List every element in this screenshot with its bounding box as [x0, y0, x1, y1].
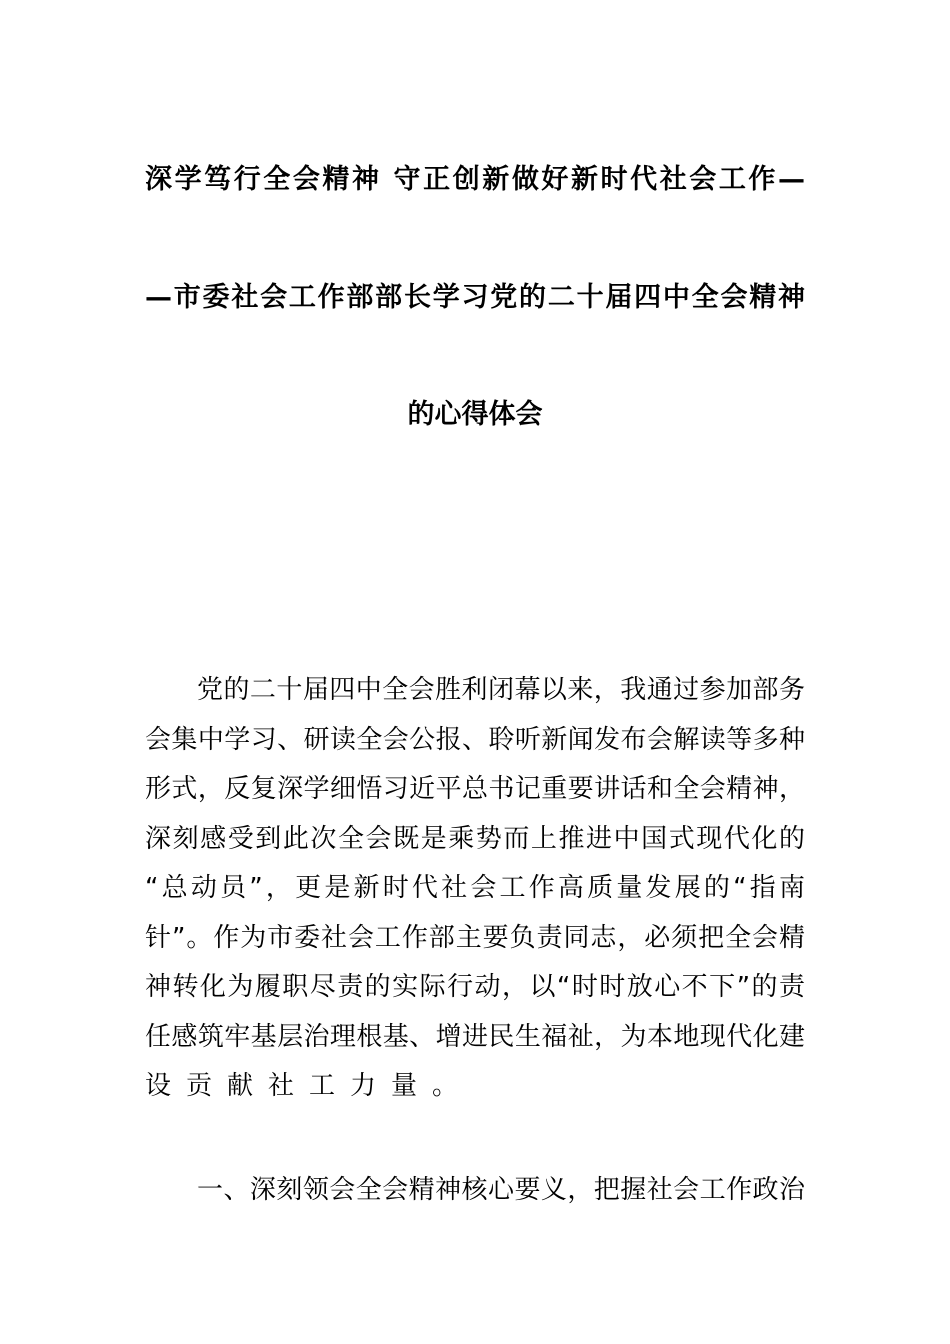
- paragraph-line: 针”。作为市委社会工作部主要负责同志，必须把全会精: [145, 923, 805, 953]
- title-line-1: 深学笃行全会精神 守正创新做好新时代社会工作—: [145, 164, 805, 195]
- paragraph-line: 神转化为履职尽责的实际行动，以“时时放心不下”的责: [145, 972, 805, 1002]
- paragraph-line: 会集中学习、研读全会公报、聆听新闻发布会解读等多种: [145, 725, 805, 755]
- paragraph-line: 深刻感受到此次全会既是乘势而上推进中国式现代化的: [145, 824, 805, 854]
- paragraph-line: 党的二十届四中全会胜利闭幕以来，我通过参加部务: [197, 675, 805, 705]
- paragraph-line: 任感筑牢基层治理根基、增进民生福祉，为本地现代化建: [145, 1022, 805, 1052]
- paragraph-line: “总动员”，更是新时代社会工作高质量发展的“指南: [145, 873, 805, 903]
- paragraph-line: 设贡献社工力量。: [145, 1071, 474, 1101]
- title-line-3: 的心得体会: [407, 399, 543, 430]
- section-heading: 一、深刻领会全会精神核心要义，把握社会工作政治: [197, 1175, 805, 1205]
- title-line-2: —市委社会工作部部长学习党的二十届四中全会精神: [145, 282, 805, 313]
- paragraph-line: 形式，反复深学细悟习近平总书记重要讲话和全会精神，: [145, 774, 805, 804]
